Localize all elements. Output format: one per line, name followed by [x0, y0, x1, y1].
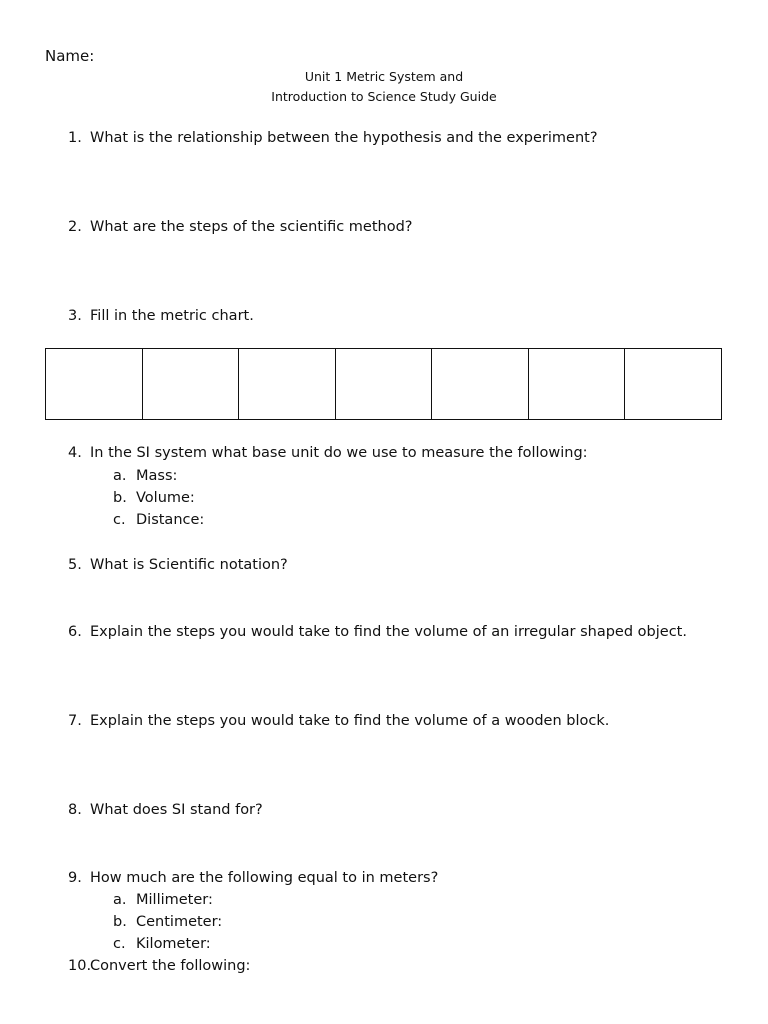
- question-number: 3.: [68, 308, 82, 324]
- metric-chart-cell: [529, 349, 626, 419]
- item-text: Distance:: [136, 512, 205, 528]
- question-text: Fill in the metric chart.: [90, 308, 254, 324]
- metric-chart-cell: [46, 349, 143, 419]
- question-text: In the SI system what base unit do we use to measure the following:: [90, 445, 588, 461]
- metric-chart-cell: [432, 349, 529, 419]
- question-text: What are the steps of the scientific method?: [90, 219, 413, 235]
- metric-chart-cell: [336, 349, 433, 419]
- item-text: Kilometer:: [136, 936, 211, 952]
- question-text: Explain the steps you would take to find the volume of an irregular shaped object.: [90, 624, 687, 640]
- question-number: 4.: [68, 445, 82, 461]
- question-text: Convert the following:: [90, 958, 251, 974]
- question-text: What does SI stand for?: [90, 802, 263, 818]
- question-text: How much are the following equal to in meters?: [90, 870, 439, 886]
- item-letter: b.: [113, 914, 127, 930]
- name-label: Name:: [45, 47, 95, 65]
- question-number: 8.: [68, 802, 82, 818]
- item-letter: b.: [113, 490, 127, 506]
- question-text: What is Scientific notation?: [90, 557, 288, 573]
- page-title-line-2: Introduction to Science Study Guide: [271, 89, 497, 104]
- item-letter: c.: [113, 512, 126, 528]
- item-letter: a.: [113, 892, 127, 908]
- question-number: 7.: [68, 713, 82, 729]
- metric-chart: [45, 348, 722, 420]
- item-letter: a.: [113, 468, 127, 484]
- question-number: 5.: [68, 557, 82, 573]
- question-text: What is the relationship between the hypothesis and the experiment?: [90, 130, 598, 146]
- metric-chart-cell: [143, 349, 240, 419]
- item-letter: c.: [113, 936, 126, 952]
- metric-chart-cell: [239, 349, 336, 419]
- question-number: 2.: [68, 219, 82, 235]
- question-number: 9.: [68, 870, 82, 886]
- page-title-line-1: Unit 1 Metric System and: [304, 69, 464, 84]
- item-text: Centimeter:: [136, 914, 223, 930]
- question-text: Explain the steps you would take to find the volume of a wooden block.: [90, 713, 610, 729]
- metric-chart-cell: [625, 349, 721, 419]
- question-number: 6.: [68, 624, 82, 640]
- item-text: Millimeter:: [136, 892, 213, 908]
- item-text: Volume:: [136, 490, 195, 506]
- item-text: Mass:: [136, 468, 178, 484]
- question-number: 10.: [68, 958, 92, 974]
- question-number: 1.: [68, 130, 82, 146]
